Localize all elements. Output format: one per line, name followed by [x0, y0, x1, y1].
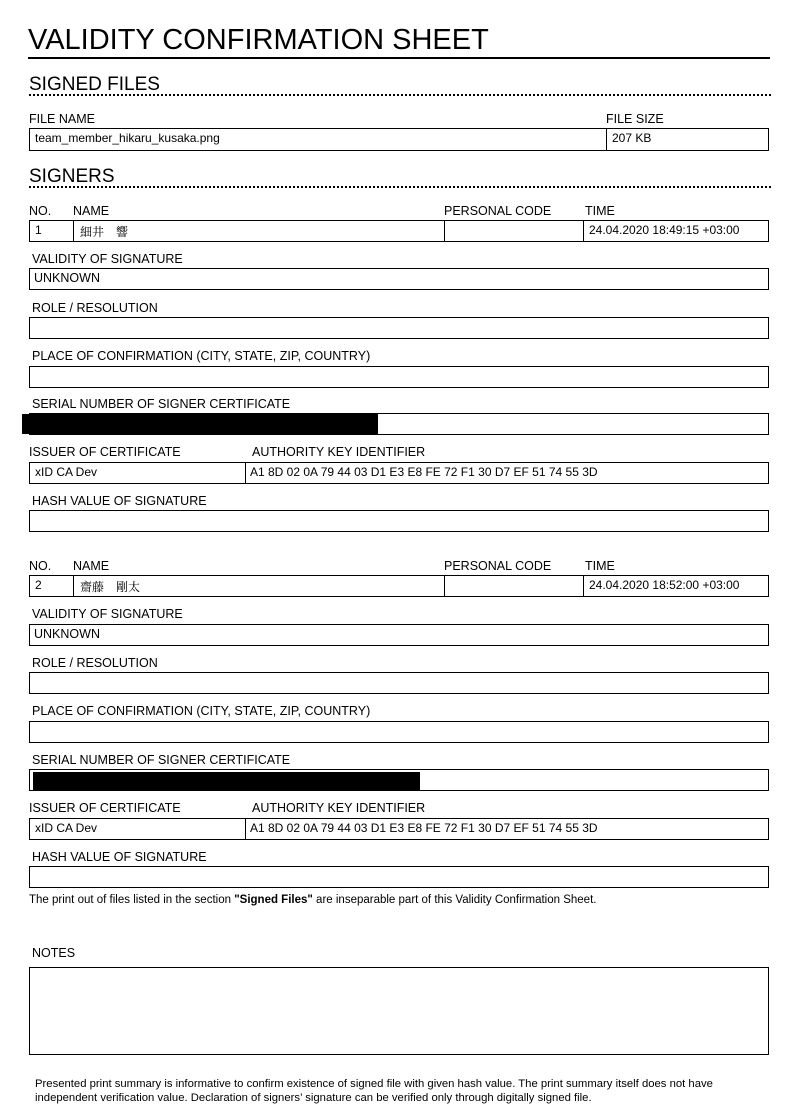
signed-files-note-before: The print out of files listed in the section [29, 894, 235, 906]
signer-1-issuer-label: ISSUER OF CERTIFICATE [29, 445, 181, 459]
divider [583, 576, 584, 596]
signed-files-note-after: are inseparable part of this Validity Confirmation Sheet. [312, 894, 597, 906]
signer-2-aki-label: AUTHORITY KEY IDENTIFIER [252, 801, 426, 815]
signer-2-validity-label: VALIDITY OF SIGNATURE [32, 607, 183, 621]
signer-1-validity-value: UNKNOWN [34, 271, 100, 285]
file-size-value: 207 KB [612, 131, 652, 145]
title-rule [28, 57, 770, 59]
signer-2-serial-label: SERIAL NUMBER OF SIGNER CERTIFICATE [32, 753, 291, 767]
signer-2-no-label: NO. [29, 559, 52, 573]
divider [245, 819, 246, 839]
signer-2-hash-label: HASH VALUE OF SIGNATURE [32, 850, 207, 864]
signer-1-hash-box [29, 510, 769, 532]
signer-2-time-value: 24.04.2020 18:52:00 +03:00 [589, 578, 740, 592]
signer-1-time-label: TIME [585, 204, 615, 218]
signer-2-role-box [29, 672, 769, 694]
signer-2-personal-code-label: PERSONAL CODE [444, 559, 552, 573]
signer-1-no-value: 1 [35, 223, 42, 237]
signed-files-note-bold: "Signed Files" [234, 894, 313, 906]
signer-1-place-box [29, 366, 769, 388]
divider [444, 221, 445, 241]
divider [444, 576, 445, 596]
signer-1-aki-value: A1 8D 02 0A 79 44 03 D1 E3 E8 FE 72 F1 30 D7 EF 51 74 55 3D [250, 465, 598, 479]
signer-1-validity-box [29, 268, 769, 290]
signer-2-no-value: 2 [35, 578, 42, 592]
signer-1-role-box [29, 317, 769, 339]
signer-1-cert-row [29, 462, 769, 484]
signer-1-issuer-value: xID CA Dev [35, 465, 98, 479]
signer-2-aki-value: A1 8D 02 0A 79 44 03 D1 E3 E8 FE 72 F1 30 D7 EF 51 74 55 3D [250, 821, 598, 835]
file-name-value: team_member_hikaru_kusaka.png [35, 131, 220, 145]
signed-files-heading: SIGNED FILES [29, 74, 160, 95]
signer-1-role-label: ROLE / RESOLUTION [32, 301, 158, 315]
signer-2-validity-value: UNKNOWN [34, 627, 100, 641]
signer-2-issuer-label: ISSUER OF CERTIFICATE [29, 801, 181, 815]
signer-1-serial-label: SERIAL NUMBER OF SIGNER CERTIFICATE [32, 397, 291, 411]
signer-1-place-label: PLACE OF CONFIRMATION (CITY, STATE, ZIP, COUNTRY) [32, 349, 371, 363]
signer-2-validity-box [29, 624, 769, 646]
signer-2-role-label: ROLE / RESOLUTION [32, 656, 158, 670]
signer-1-name-label: NAME [73, 204, 110, 218]
file-row-divider [606, 129, 607, 150]
notes-label: NOTES [32, 946, 76, 960]
signer-1-time-value: 24.04.2020 18:49:15 +03:00 [589, 223, 740, 237]
signer-1-no-label: NO. [29, 204, 52, 218]
signer-2-name-value: 齋藤 剛太 [80, 580, 141, 594]
signed-files-note [29, 894, 596, 906]
divider [245, 463, 246, 483]
signer-2-id-row [29, 575, 769, 597]
signer-2-place-box [29, 721, 769, 743]
signers-heading: SIGNERS [29, 166, 115, 187]
notes-box [29, 967, 769, 1055]
signer-1-id-row [29, 220, 769, 242]
signer-2-serial-redaction [33, 772, 420, 790]
signer-2-time-label: TIME [585, 559, 615, 573]
signer-1-validity-label: VALIDITY OF SIGNATURE [32, 252, 183, 266]
signer-2-cert-row [29, 818, 769, 840]
file-name-label: FILE NAME [29, 112, 95, 126]
file-row [29, 128, 769, 151]
signer-2-place-label: PLACE OF CONFIRMATION (CITY, STATE, ZIP, COUNTRY) [32, 704, 371, 718]
signer-1-serial-redaction [22, 414, 378, 434]
footer-disclaimer: Presented print summary is informative to confirm existence of signed file with given hash value. The print summary itself does not have independent verification value. Declaration of signers’ signature can be verified only through digitally signed file. [35, 1078, 713, 1104]
page-title: VALIDITY CONFIRMATION SHEET [28, 24, 489, 56]
file-size-label: FILE SIZE [606, 112, 664, 126]
divider [73, 576, 74, 596]
signer-1-personal-code-label: PERSONAL CODE [444, 204, 552, 218]
signer-1-hash-label: HASH VALUE OF SIGNATURE [32, 494, 207, 508]
signers-rule [29, 186, 771, 188]
signer-2-hash-box [29, 866, 769, 888]
signer-2-name-label: NAME [73, 559, 110, 573]
signer-1-aki-label: AUTHORITY KEY IDENTIFIER [252, 445, 426, 459]
divider [583, 221, 584, 241]
signer-2-issuer-value: xID CA Dev [35, 821, 98, 835]
signed-files-rule [29, 94, 771, 96]
divider [73, 221, 74, 241]
signer-1-name-value: 細井 響 [80, 225, 129, 239]
